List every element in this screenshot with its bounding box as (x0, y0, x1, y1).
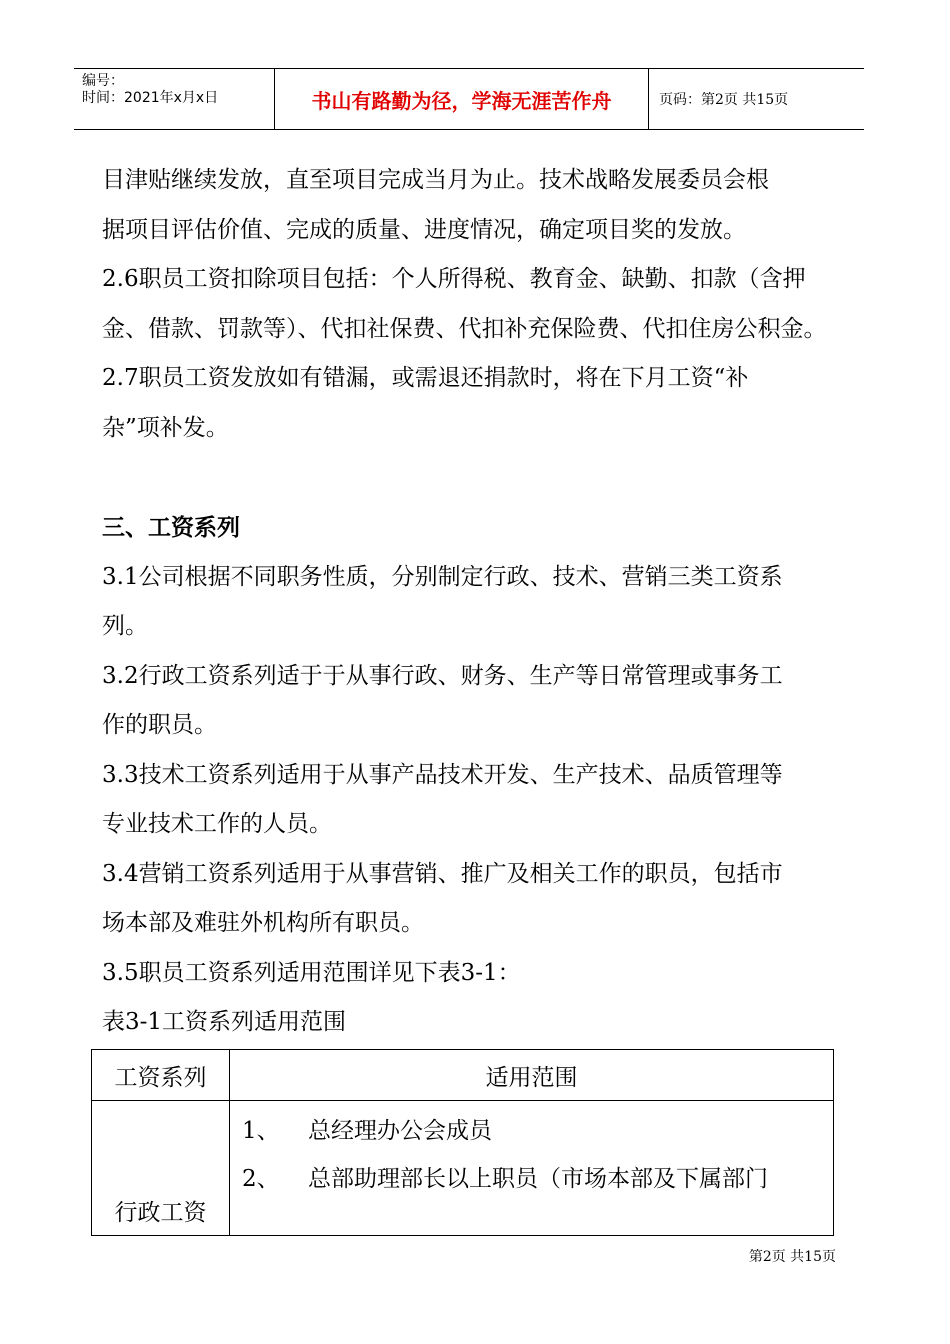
table-header-series: 工资系列 (92, 1050, 230, 1101)
body-line: 场本部及难驻外机构所有职员。 (102, 910, 424, 936)
list-item-text: 总部助理部长以上职员（市场本部及下属部门 (308, 1166, 768, 1192)
section-title: 三、工资系列 (102, 514, 240, 541)
body-line: 3.4营销工资系列适用于从事营销、推广及相关工作的职员，包括市 (102, 860, 783, 887)
body-line: 目津贴继续发放，直至项目完成当月为止。技术战略发展委员会根 (102, 167, 769, 193)
table-caption: 表3-1工资系列适用范围 (102, 1009, 347, 1035)
table-header-row (92, 1050, 834, 1101)
header-motto: 书山有路勤为径，学海无涯苦作舟 (275, 69, 649, 129)
list-item (242, 1155, 833, 1203)
header-number-label: 编号： (82, 73, 124, 89)
table-cell-series: 行政工资 (92, 1101, 230, 1236)
list-item (242, 1107, 833, 1155)
table-row (92, 1101, 834, 1236)
header-time-label: 时间：2021年x月x日 (82, 90, 219, 106)
body-line: 据项目评估价值、完成的质量、进度情况，确定项目奖的发放。 (102, 216, 746, 243)
list-item-text: 总经理办公会成员 (308, 1118, 492, 1144)
body-line: 金、借款、罚款等）、代扣社保费、代扣补充保险费、代扣住房公积金。 (102, 315, 827, 342)
list-item-number: 2、 (242, 1166, 280, 1192)
body-line: 3.3技术工资系列适用于从事产品技术开发、生产技术、品质管理等 (102, 761, 783, 788)
table-cell-scope (230, 1101, 834, 1236)
header-meta (74, 69, 275, 129)
body-line: 专业技术工作的人员。 (102, 811, 332, 837)
body-line: 2.6职员工资扣除项目包括：个人所得税、教育金、缺勤、扣款（含押 (102, 266, 806, 292)
body-line: 3.2行政工资系列适于于从事行政、财务、生产等日常管理或事务工 (102, 662, 783, 689)
body-line: 3.5职员工资系列适用范围详见下表3-1： (102, 959, 521, 986)
body-line: 3.1公司根据不同职务性质，分别制定行政、技术、营销三类工资系 (102, 563, 783, 590)
body-line: 作的职员。 (102, 712, 217, 738)
list-item-number: 1、 (242, 1118, 280, 1144)
page-footer: 第2页 共15页 (748, 1249, 836, 1265)
header-page-info: 页码：第2页 共15页 (659, 92, 789, 108)
body-line: 列。 (102, 613, 148, 639)
salary-series-table (91, 1049, 834, 1236)
body-line: 杂”项补发。 (102, 414, 229, 441)
document-body (102, 156, 842, 1048)
page-header (74, 68, 864, 130)
body-line: 2.7职员工资发放如有错漏，或需退还捐款时，将在下月工资“补 (102, 365, 749, 391)
table-header-scope: 适用范围 (230, 1050, 834, 1101)
section-gap (102, 453, 842, 503)
